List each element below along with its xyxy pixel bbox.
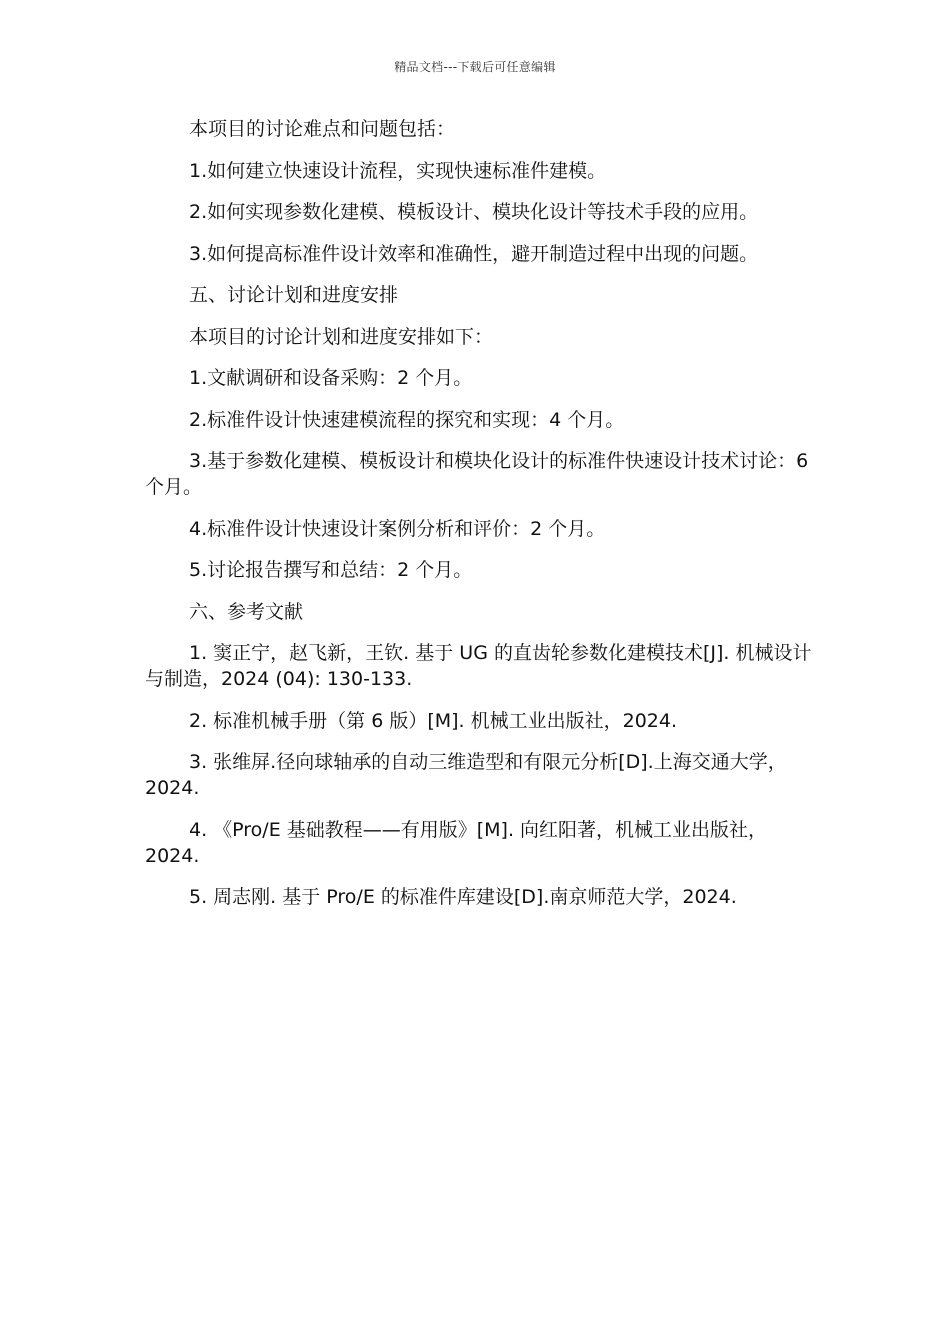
reference-item-5: 5. 周志刚. 基于 Pro/E 的标准件库建设[D].南京师范大学，2024.: [189, 886, 737, 908]
paragraph-difficulty-3: 3.如何提高标准件设计效率和准确性，避开制造过程中出现的问题。: [189, 242, 759, 265]
reference-item-3: 3. 张维屏.径向球轴承的自动三维造型和有限元分析[D].上海交通大学，2024.: [145, 751, 787, 799]
paragraph-difficulty-2: 2.如何实现参数化建模、模板设计、模块化设计等技术手段的应用。: [189, 201, 759, 223]
document-body: [145, 116, 813, 926]
reference-item-2: 2. 标准机械手册（第 6 版）[M]. 机械工业出版社，2024.: [189, 709, 678, 732]
paragraph-schedule-2: 2.标准件设计快速建模流程的探究和实现：4 个月。: [189, 408, 625, 431]
reference-item-1: 1. 窦正宁，赵飞新，王钦. 基于 UG 的直齿轮参数化建模技术[J]. 机械设计与制造，2024 (04): 130-133.: [145, 642, 812, 690]
paragraph-schedule-1: 1.文献调研和设备采购：2 个月。: [189, 367, 473, 389]
paragraph-difficulty-1: 1.如何建立快速设计流程，实现快速标准件建模。: [189, 159, 607, 182]
paragraph-difficulties-intro: 本项目的讨论难点和问题包括：: [189, 118, 456, 140]
paragraph-schedule-5: 5.讨论报告撰写和总结：2 个月。: [189, 559, 473, 581]
paragraph-schedule-3: 3.基于参数化建模、模板设计和模块化设计的标准件快速设计技术讨论：6 个月。: [145, 450, 809, 498]
paragraph-schedule-4: 4.标准件设计快速设计案例分析和评价：2 个月。: [189, 517, 606, 540]
section-heading-references: 六、参考文献: [189, 600, 304, 623]
page-header: 精品文档---下载后可任意编辑: [394, 60, 556, 74]
paragraph-schedule-intro: 本项目的讨论计划和进度安排如下：: [189, 325, 494, 348]
section-heading-schedule: 五、讨论计划和进度安排: [189, 284, 399, 306]
reference-item-4: 4. 《Pro/E 基础教程——有用版》[M]. 向红阳著，机械工业出版社，2024.: [145, 818, 768, 867]
